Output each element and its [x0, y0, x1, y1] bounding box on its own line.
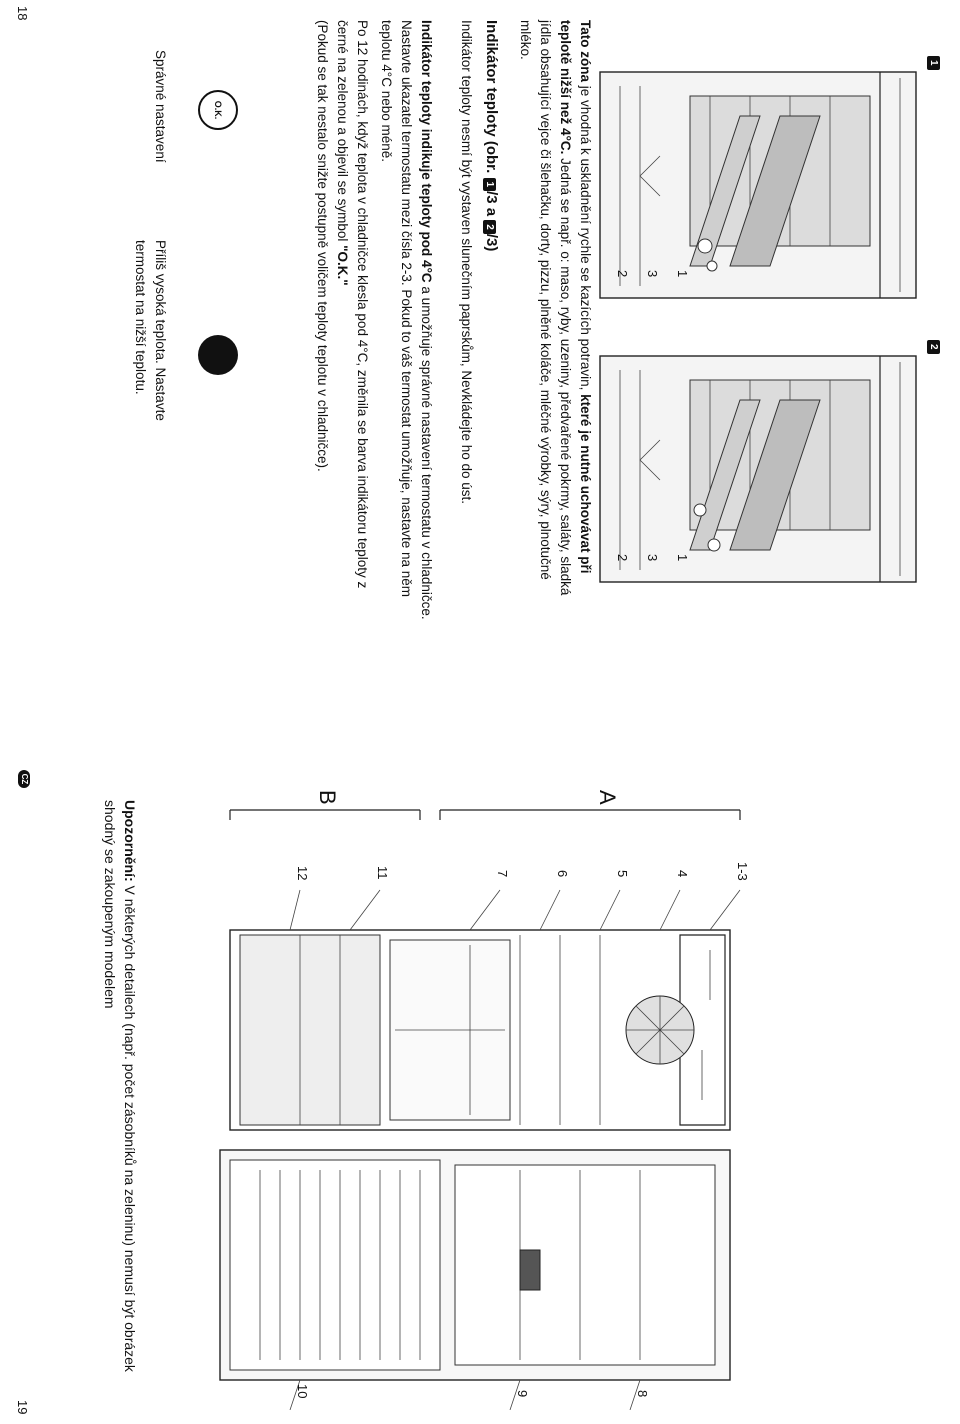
fridge-callout-8: 8	[635, 1390, 650, 1398]
paragraph-indicates	[376, 20, 436, 620]
black-indicator-icon	[198, 335, 238, 375]
fridge-callout-6: 6	[555, 870, 570, 878]
figure-1-callout-3: 3	[645, 270, 660, 278]
figure-2-fridge-interior	[590, 340, 940, 595]
zone-label-b: B	[315, 790, 340, 805]
fridge-callout-10: 10	[295, 1384, 310, 1399]
paragraph-zone-text-b: Jedná se např. o: maso, ryby, uzeniny, předvařené pokrmy, saláty, sladká jídla obsahující vejce či šlehačku, dorty, pizzu, plněné koláče, mléčné výrobky, sýry, plnotučné mléko.	[518, 20, 573, 596]
indicator-heading-badge-1: 1	[483, 178, 496, 192]
page-number-right: 19	[15, 1400, 30, 1415]
fridge-callout-7: 7	[495, 870, 510, 878]
zone-label-a: A	[595, 790, 620, 805]
caption-too-high: Příliš vysoká teplota. Nastavte termostat na nižší teplotu.	[133, 240, 168, 421]
fridge-callout-1-3: 1-3	[735, 862, 750, 881]
paragraph-zone-bold-b: které je nutné uchovávat při teplotě nižší než 4°C.	[558, 20, 593, 574]
note-warning	[100, 800, 140, 1390]
fridge-callout-4: 4	[675, 870, 690, 878]
indicator-heading-badge-2: 2	[483, 220, 496, 234]
figure-2-callout-2: 2	[615, 554, 630, 562]
fridge-callout-12: 12	[295, 866, 310, 881]
indicator-text: Indikátor teploty nesmí být vystaven slunečním paprskům, Nevkládejte ho do úst.	[459, 20, 474, 504]
ok-symbol-icon	[198, 90, 238, 130]
figure-2-callout-3: 3	[645, 554, 660, 562]
note-bold: Upozornění:	[122, 800, 138, 882]
fridge-callout-11: 11	[375, 866, 390, 880]
ok-symbol-text: O.K.	[213, 100, 223, 120]
indicator-heading-text-b: /3 a	[483, 191, 500, 221]
figure-2-drawing	[590, 340, 940, 595]
figure-2-callout-1: 1	[675, 554, 690, 562]
caption-correct-setting: Správné nastavení	[153, 50, 168, 163]
paragraph-12h	[312, 20, 372, 620]
paragraph-12h-bold: "O.K."	[335, 245, 350, 286]
paragraph-12h-tail: (Pokud se tak nestalo snižte postupně voličem teploty teplotu v chladničce).	[315, 20, 330, 472]
paragraph-indicates-text: a umožňuje správné nastavení termostatu v chladničce. Nastavte ukazatel termostatu mezi čísla 2-3. Pokud to váš termostat umožňuje, nastavte na něm teplotu 4°C nebo méně.	[379, 20, 434, 620]
paragraph-zone	[515, 20, 595, 620]
figure-1-callout-1: 1	[675, 270, 690, 278]
paragraph-zone-bold-a: Tato zóna	[578, 20, 593, 82]
indicator-heading-text-a: Indikátor teploty (obr.	[483, 20, 500, 178]
figure-1-drawing	[590, 56, 940, 311]
figure-1-badge: 1	[927, 56, 940, 70]
indicator-heading	[483, 20, 500, 620]
paragraph-indicates-bold: Indikátor teploty indikuje teploty pod 4°C	[419, 20, 434, 283]
figure-1-callout-2: 2	[615, 270, 630, 278]
page-number-left: 18	[15, 6, 30, 21]
fridge-diagram-drawing	[160, 770, 940, 1410]
fridge-callout-9: 9	[515, 1390, 530, 1398]
paragraph-zone-text-a: je vhodná k uskladnění rychle se kazících potravin,	[578, 82, 593, 395]
figure-1-fridge-interior	[590, 56, 940, 311]
figure-2-badge: 2	[927, 340, 940, 354]
language-badge-cz: CZ	[18, 770, 30, 788]
note-text: V některých detailech (např. počet zásobníků na zeleninu) nemusí být obrázek shodný se zakoupeným modelem	[102, 800, 138, 1372]
fridge-callout-5: 5	[615, 870, 630, 878]
indicator-heading-text-c: /3)	[483, 233, 500, 252]
paragraph-12h-text: Po 12 hodinách, když teplota v chladničce klesla pod 4°C, změnila se barva indikátoru teploty z černé na zelenou a objevil se symbol	[335, 20, 370, 589]
fridge-diagram	[160, 770, 940, 1410]
